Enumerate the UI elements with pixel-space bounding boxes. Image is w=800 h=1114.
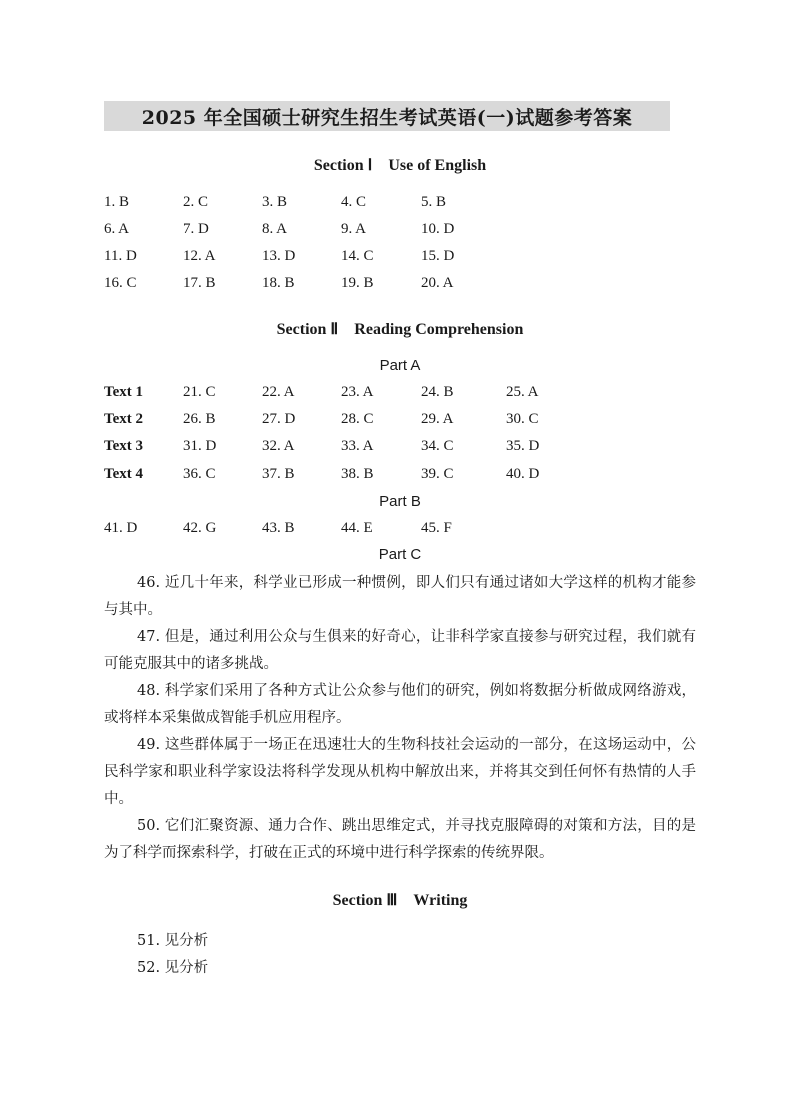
answer-cell: 12. A: [183, 248, 216, 264]
answer-cell: 14. C: [341, 248, 374, 264]
answer-cell: 8. A: [262, 221, 288, 237]
writing-item-52: 52. 见分析: [137, 960, 209, 976]
answer-45: 45. F: [421, 520, 452, 536]
answer-cell: 38. B: [341, 466, 374, 482]
part-a-row: [0, 384, 800, 406]
answer-42: 42. G: [183, 520, 217, 536]
title-bar: [104, 101, 670, 131]
answer-cell: 9. A: [341, 221, 367, 237]
answer-41: 41. D: [104, 520, 138, 536]
answer-cell: 28. C: [341, 411, 374, 427]
section-1-row: [0, 248, 800, 270]
part-b-heading: Part B: [379, 493, 421, 510]
text-label: Text 4: [104, 466, 144, 482]
part-c-heading: Part C: [378, 546, 422, 563]
page-title: 2025 年全国硕士研究生招生考试英语(一)试题参考答案: [141, 106, 633, 129]
answer-cell: 18. B: [262, 275, 295, 291]
answer-cell: 37. B: [262, 466, 295, 482]
text-label: Text 1: [104, 384, 144, 400]
answer-cell: 29. A: [421, 411, 454, 427]
answer-cell: 5. B: [421, 194, 447, 210]
translation-46: 46. 近几十年来，科学业已形成一种惯例，即人们只有通过诸如大学这样的机构才能参与其中。: [104, 575, 696, 618]
answer-cell: 26. B: [183, 411, 216, 427]
part-b-answers: [0, 520, 800, 542]
text-label: Text 2: [104, 411, 144, 427]
answer-cell: 21. C: [183, 384, 216, 400]
section-1-row: [0, 221, 800, 243]
translation-49: 49. 这些群体属于一场正在迅速壮大的生物科技社会运动的一部分，在这场运动中，公民科学家和职业科学家设法将科学发现从机构中解放出来，并将其交到任何怀有热情的人手中。: [104, 737, 696, 807]
translation-50: 50. 它们汇聚资源、通力合作、跳出思维定式，并寻找克服障碍的对策和方法，目的是为了科学而探索科学，打破在正式的环境中进行科学探索的传统界限。: [104, 818, 696, 861]
answer-cell: 4. C: [341, 194, 367, 210]
answer-44: 44. E: [341, 520, 373, 536]
answer-cell: 2. C: [183, 194, 209, 210]
translation-47: 47. 但是，通过利用公众与生俱来的好奇心，让非科学家直接参与研究过程，我们就有可能克服其中的诸多挑战。: [104, 629, 696, 672]
answer-cell: 24. B: [421, 384, 454, 400]
section-3-heading: Section Ⅲ Writing: [332, 892, 468, 909]
section-2-heading: Section Ⅱ Reading Comprehension: [276, 321, 524, 338]
text-label: Text 3: [104, 438, 144, 454]
answer-43: 43. B: [262, 520, 295, 536]
writing-item-51: 51. 见分析: [137, 933, 209, 949]
part-a-row: [0, 411, 800, 433]
answer-cell: 17. B: [183, 275, 216, 291]
answer-cell: 33. A: [341, 438, 374, 454]
section-1-row: [0, 194, 800, 216]
answer-cell: 16. C: [104, 275, 137, 291]
answer-cell: 11. D: [104, 248, 137, 264]
answer-cell: 39. C: [421, 466, 454, 482]
answer-cell: 36. C: [183, 466, 216, 482]
answer-cell: 27. D: [262, 411, 296, 427]
translation-48: 48. 科学家们采用了各种方式让公众参与他们的研究，例如将数据分析做成网络游戏，或将样本采集做成智能手机应用程序。: [104, 683, 696, 726]
part-a-row: [0, 438, 800, 460]
answer-cell: 1. B: [104, 194, 130, 210]
answer-cell: 19. B: [341, 275, 374, 291]
answer-cell: 32. A: [262, 438, 295, 454]
section-1-heading: Section Ⅰ Use of English: [313, 157, 487, 174]
answer-cell: 31. D: [183, 438, 217, 454]
answer-cell: 3. B: [262, 194, 288, 210]
section-1-row: [0, 275, 800, 297]
answer-cell: 10. D: [421, 221, 455, 237]
answer-cell: 15. D: [421, 248, 455, 264]
answer-cell: 7. D: [183, 221, 209, 237]
answer-cell: 30. C: [506, 411, 539, 427]
answer-cell: 40. D: [506, 466, 540, 482]
answer-cell: 35. D: [506, 438, 540, 454]
answer-cell: 25. A: [506, 384, 539, 400]
answer-cell: 20. A: [421, 275, 454, 291]
answer-cell: 13. D: [262, 248, 296, 264]
part-a-row: [0, 466, 800, 488]
answer-cell: 6. A: [104, 221, 130, 237]
answer-cell: 34. C: [421, 438, 454, 454]
part-a-heading: Part A: [379, 357, 421, 374]
answer-cell: 22. A: [262, 384, 295, 400]
answer-cell: 23. A: [341, 384, 374, 400]
